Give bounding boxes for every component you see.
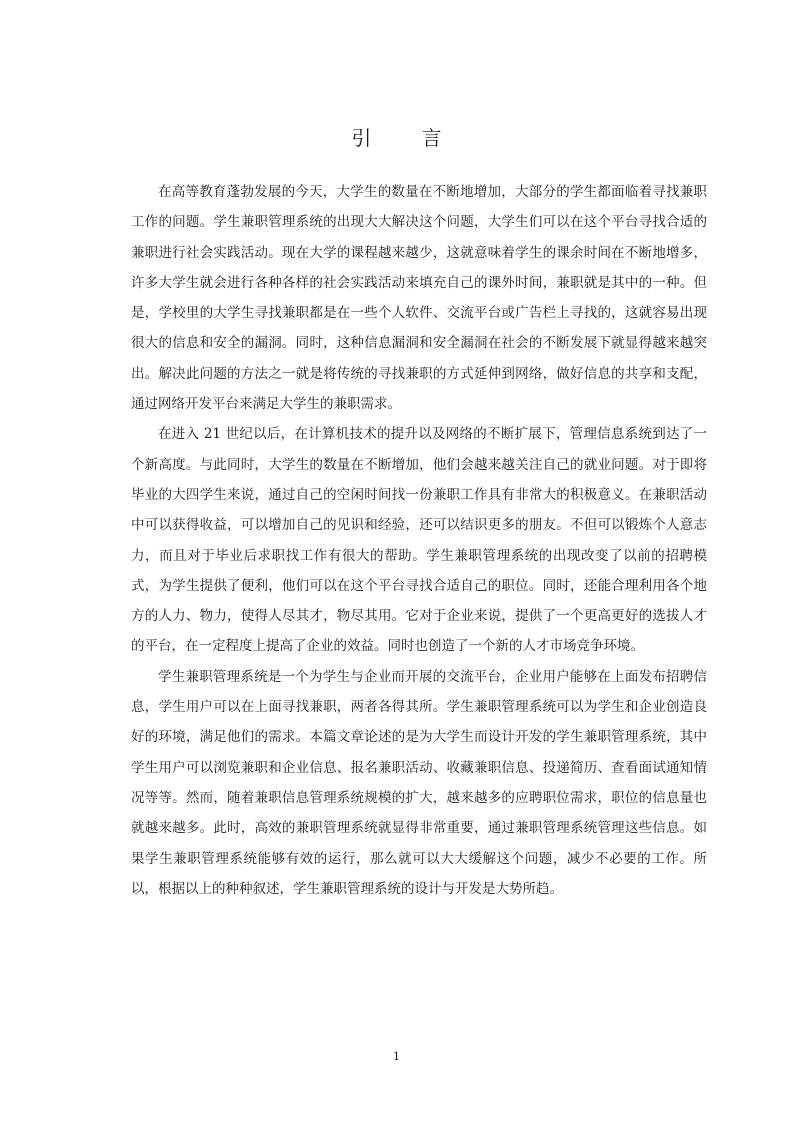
page-number: 1 bbox=[393, 1050, 400, 1063]
body-text bbox=[131, 177, 707, 904]
paragraph-2: 在进入 21 世纪以后，在计算机技术的提升以及网络的不断扩展下，管理信息系统到达了一个新高度。与此同时，大学生的数量在不断增加，他们会越来越关注自己的就业问题。对于即将毕业的大四学生来说，通过自己的空闲时间找一份兼职工作具有非常大的积极意义。在兼职活动中可以获得收益，可以增加自己的见识和经验，还可以结识更多的朋友。不但可以锻炼个人意志力，而且对于毕业后求职找工作有很大的帮助。学生兼职管理系统的出现改变了以前的招聘模式，为学生提供了便利，他们可以在这个平台寻找合适自己的职位。同时，还能合理利用各个地方的人力、物力，使得人尽其才，物尽其用。它对于企业来说，提供了一个更高更好的选拔人才的平台，在一定程度上提高了企业的效益。同时也创造了一个新的人才市场竞争环境。 bbox=[131, 426, 707, 655]
page-title: 引 言 bbox=[351, 126, 464, 150]
paragraph-3: 学生兼职管理系统是一个为学生与企业而开展的交流平台，企业用户能够在上面发布招聘信息，学生用户可以在上面寻找兼职，两者各得其所。学生兼职管理系统可以为学生和企业创造良好的环境，满足他们的需求。本篇文章论述的是为大学生而设计开发的学生兼职管理系统，其中学生用户可以浏览兼职和企业信息、报名兼职活动、收藏兼职信息、投递简历、查看面试通知情况等等。然而，随着兼职信息管理系统规模的扩大，越来越多的应聘职位需求，职位的信息量也就越来越多。此时，高效的兼职管理系统就显得非常重要，通过兼职管理系统管理这些信息。如果学生兼职管理系统能够有效的运行，那么就可以大大缓解这个问题，减少不必要的工作。所以，根据以上的种种叙述，学生兼职管理系统的设计与开发是大势所趋。 bbox=[131, 668, 707, 897]
paragraph-1: 在高等教育蓬勃发展的今天，大学生的数量在不断地增加，大部分的学生都面临着寻找兼职工作的问题。学生兼职管理系统的出现大大解决这个问题，大学生们可以在这个平台寻找合适的兼职进行社会实践活动。现在大学的课程越来越少，这就意味着学生的课余时间在不断地增多，许多大学生就会进行各种各样的社会实践活动来填充自己的课外时间，兼职就是其中的一种。但是，学校里的大学生寻找兼职都是在一些个人软件、交流平台或广告栏上寻找的，这就容易出现很大的信息和安全的漏洞。同时，这种信息漏洞和安全漏洞在社会的不断发展下就显得越来越突出。解决此问题的方法之一就是将传统的寻找兼职的方式延伸到网络，做好信息的共享和支配，通过网络开发平台来满足大学生的兼职需求。 bbox=[131, 184, 707, 413]
